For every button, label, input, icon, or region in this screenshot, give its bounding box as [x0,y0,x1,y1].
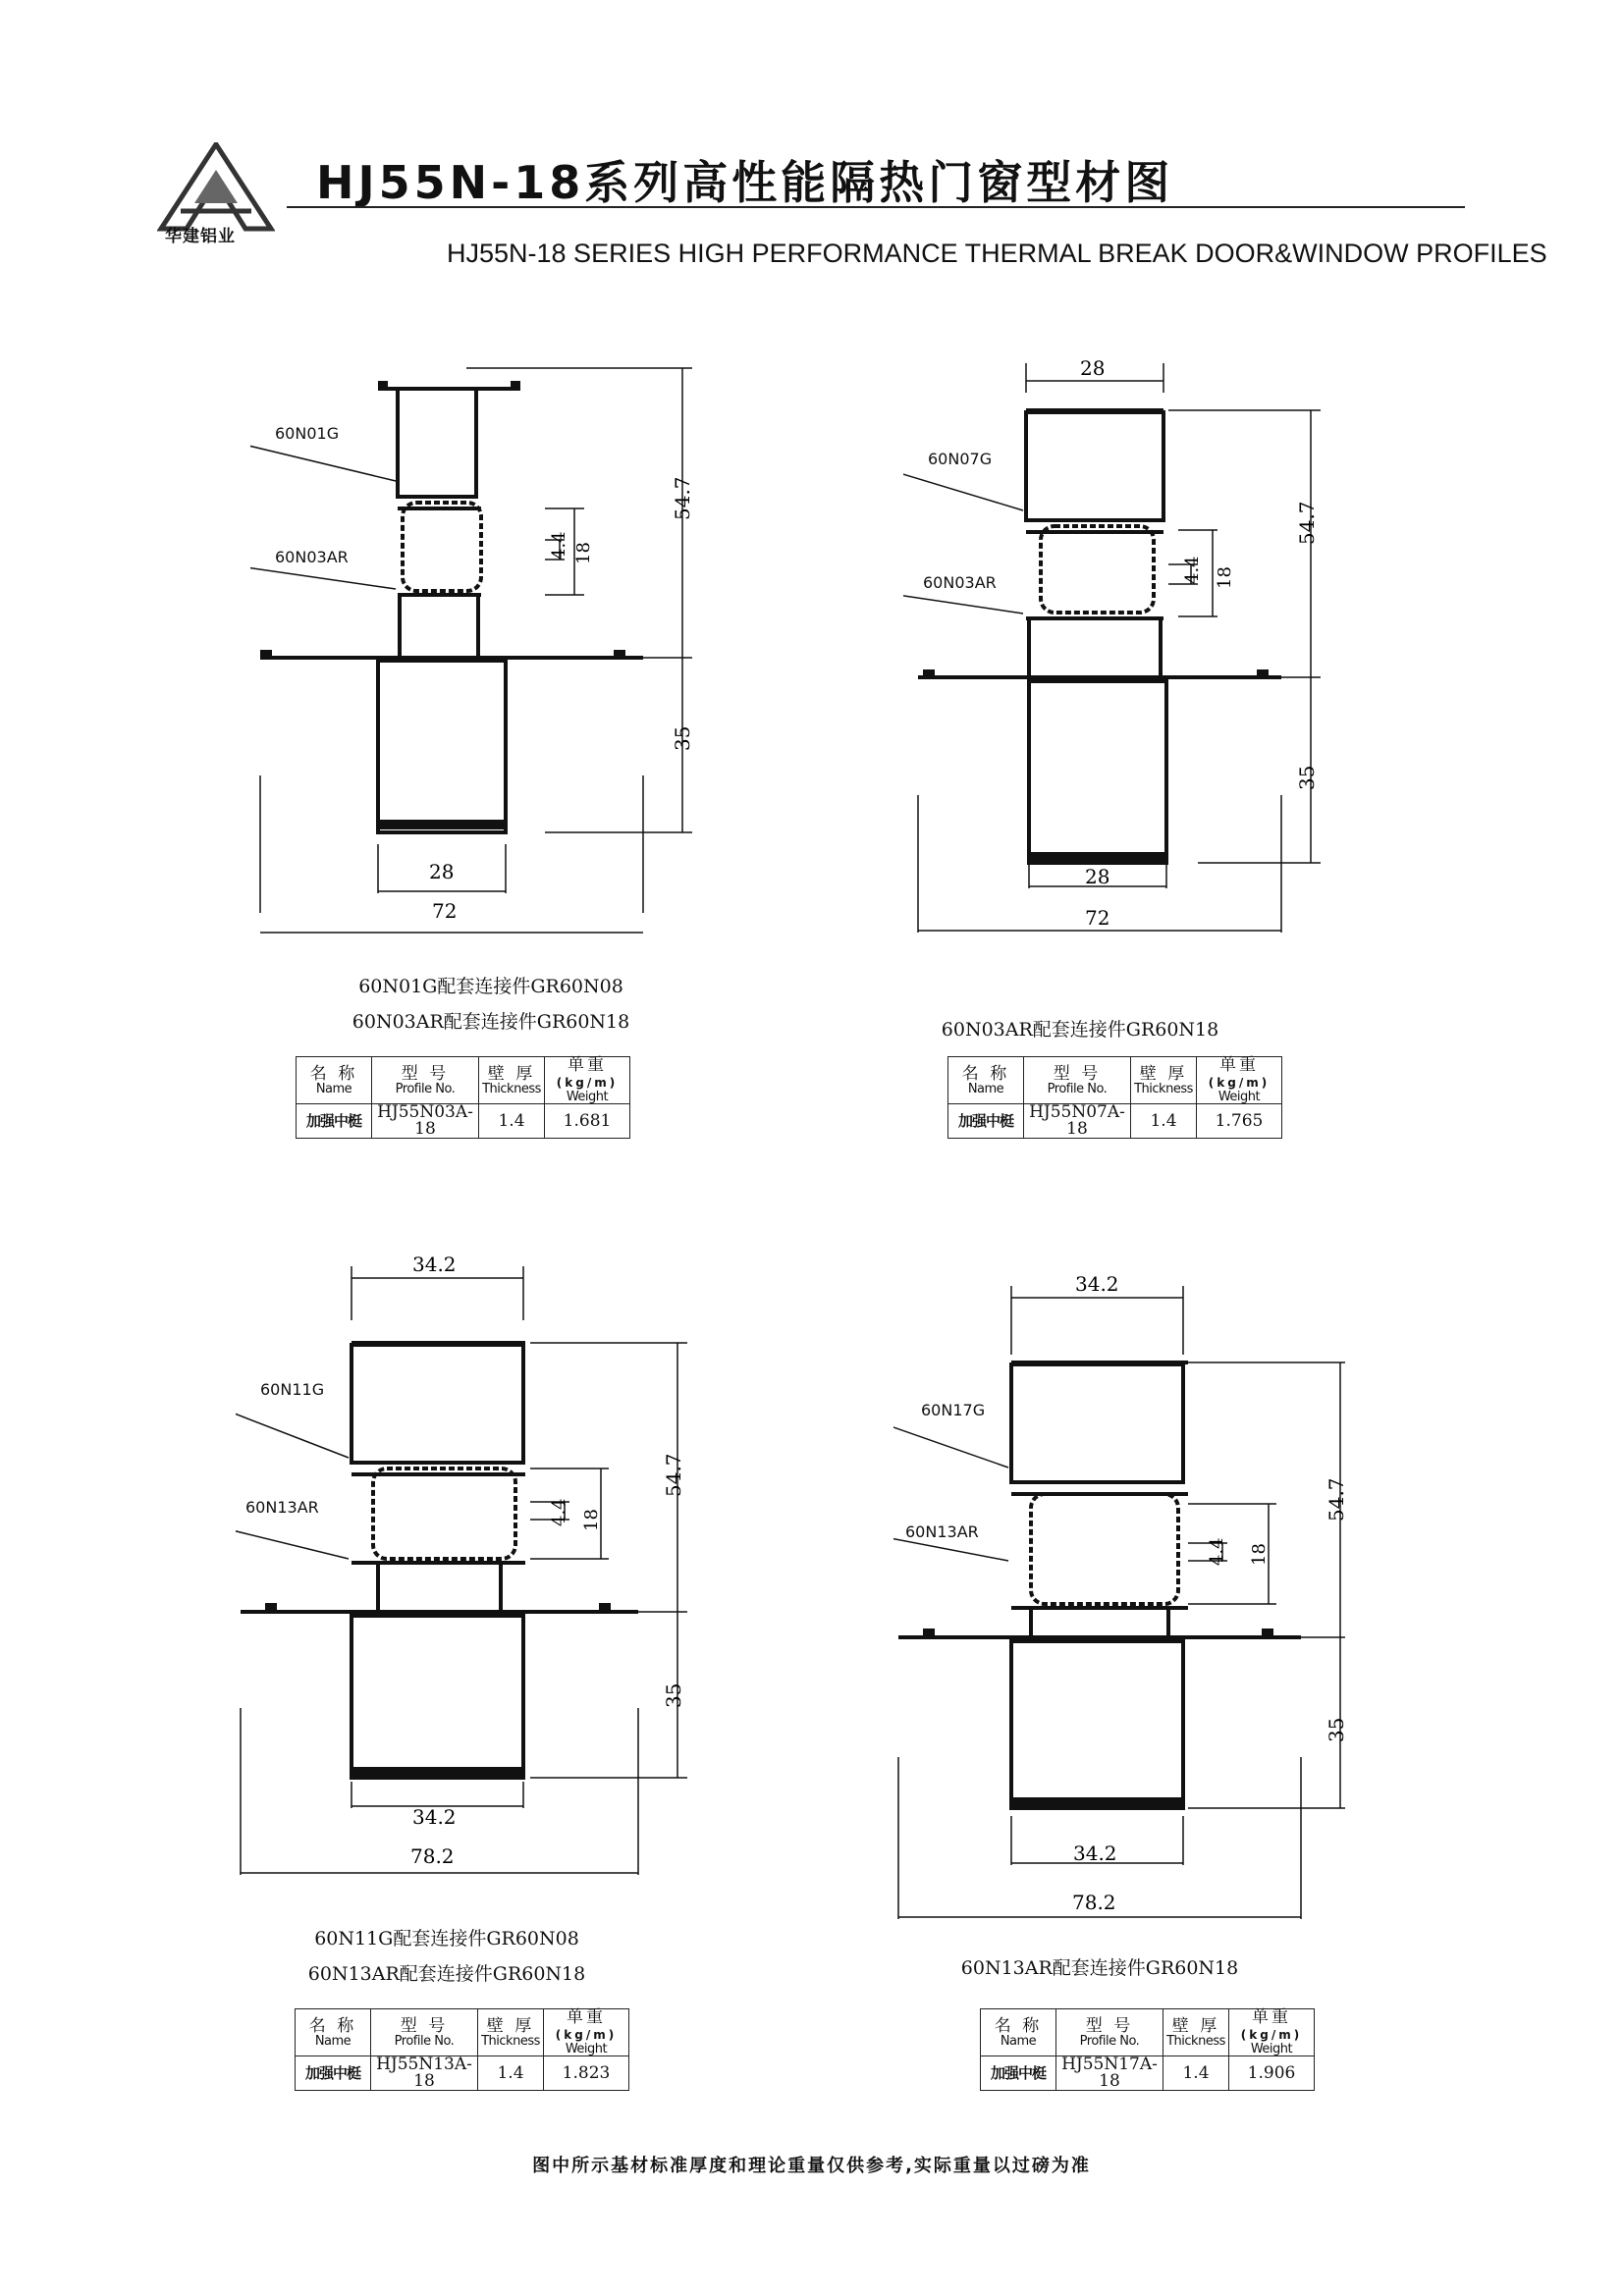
spec-thickness: 1.4 [1131,1104,1197,1139]
caption-line-2: 60N13AR配套连接件GR60N18 [960,1957,1239,1979]
col-thickness-en: Thickness [482,1081,541,1096]
callout-bottom: 60N13AR [245,1498,319,1517]
spec-table: 名 称 Name 型 号 Profile No. 壁 厚 Thickness 单重(kg/m) Weight 加强中梃 HJ55N17A-18 1.4 1.906 [980,2008,1315,2091]
spec-thickness: 1.4 [1163,2056,1229,2091]
caption-line-1: 60N11G配套连接件GR60N08 [314,1928,579,1949]
spec-model: HJ55N07A-18 [1024,1104,1131,1139]
dim-bottom-inner: 28 [429,860,455,883]
dim-top-width: 34.2 [412,1253,457,1276]
spec-weight: 1.823 [544,2056,629,2091]
spec-thickness: 1.4 [478,2056,544,2091]
caption-line-1: 60N01G配套连接件GR60N08 [358,976,623,997]
dim-height-lower: 35 [1295,765,1319,790]
dim-inner-b: 18 [573,542,594,564]
callout-top: 60N17G [921,1401,986,1419]
col-name-en: Name [315,1081,352,1096]
spec-weight: 1.906 [1229,2056,1315,2091]
dim-inner-a: 4.4 [549,531,569,560]
dim-bottom-total: 78.2 [410,1844,455,1868]
col-weight: 单重 [568,1055,607,1075]
dim-height-lower: 35 [1325,1717,1348,1742]
spec-model: HJ55N03A-18 [372,1104,479,1139]
profile-drawing-4 [893,1266,1384,1944]
dim-inner-a: 4.4 [549,1498,569,1526]
footer-note: 图中所示基材标准厚度和理论重量仅供参考,实际重量以过磅为准 [532,2156,1091,2176]
col-model-en: Profile No. [395,1081,456,1096]
spec-thickness: 1.4 [479,1104,545,1139]
dim-bottom-inner: 28 [1085,865,1110,888]
col-weight-unit: (kg/m) [556,1076,619,1090]
spec-name: 加强中梃 [948,1104,1024,1139]
dim-inner-a: 4.4 [1182,556,1203,584]
callout-bottom: 60N13AR [905,1522,979,1541]
dim-height-lower: 35 [662,1682,685,1708]
callout-bottom: 60N03AR [275,548,349,566]
dim-inner-b: 18 [1249,1543,1270,1566]
col-weight-en: Weight [566,1090,609,1104]
callout-top: 60N01G [275,424,340,443]
logo-text: 华建铝业 [165,227,236,246]
spec-weight: 1.681 [545,1104,630,1139]
dim-top-width: 28 [1080,356,1106,380]
dim-bottom-total: 72 [432,899,458,923]
profile-drawing-2 [903,353,1394,962]
callout-top: 60N07G [928,450,993,468]
dim-inner-a: 4.4 [1207,1537,1227,1566]
page-subtitle: HJ55N-18 SERIES HIGH PERFORMANCE THERMAL BREAK DOOR&WINDOW PROFILES [447,239,1547,268]
caption-line-2: 60N03AR配套连接件GR60N18 [352,1011,630,1033]
spec-model: HJ55N17A-18 [1056,2056,1163,2091]
page-title: HJ55N-18系列高性能隔热门窗型材图 [316,156,1174,209]
callout-top: 60N11G [260,1380,325,1399]
callout-bottom: 60N03AR [923,573,997,592]
dim-bottom-total: 78.2 [1072,1891,1116,1914]
profile-drawing-1 [250,363,741,952]
col-name: 名 称 [309,1063,358,1084]
dim-bottom-total: 72 [1085,906,1110,930]
profile-drawing-3 [236,1247,727,1885]
spec-model: HJ55N13A-18 [371,2056,478,2091]
spec-name: 加强中梃 [296,2056,371,2091]
dim-bottom-inner: 34.2 [412,1805,457,1829]
dim-bottom-inner: 34.2 [1073,1842,1117,1865]
spec-table: 名 称 Name 型 号 Profile No. 壁 厚 Thickness 单重(kg/m) Weight 加强中梃 HJ55N07A-18 1.4 1.765 [947,1056,1282,1139]
dim-height-upper: 54.7 [671,476,694,520]
caption-line-2: 60N03AR配套连接件GR60N18 [941,1019,1219,1041]
dim-height-lower: 35 [671,725,694,751]
spec-table: 名 称 Name 型 号 Profile No. 壁 厚 Thickness 单重(kg/m) Weight 加强中梃 HJ55N13A-18 1.4 1.823 [295,2008,629,2091]
dim-height-upper: 54.7 [1295,501,1319,545]
col-thickness: 壁 厚 [487,1063,536,1084]
spec-table [296,1056,630,1139]
spec-weight: 1.765 [1197,1104,1282,1139]
dim-inner-b: 18 [1215,566,1235,589]
spec-name: 加强中梃 [981,2056,1056,2091]
dim-height-upper: 54.7 [1325,1477,1348,1522]
dim-top-width: 34.2 [1075,1272,1119,1296]
col-model: 型 号 [401,1063,450,1084]
caption-line-2: 60N13AR配套连接件GR60N18 [307,1963,586,1985]
dim-inner-b: 18 [581,1509,602,1531]
header-rule [287,206,1465,208]
dim-height-upper: 54.7 [662,1453,685,1497]
spec-name: 加强中梃 [297,1104,372,1139]
